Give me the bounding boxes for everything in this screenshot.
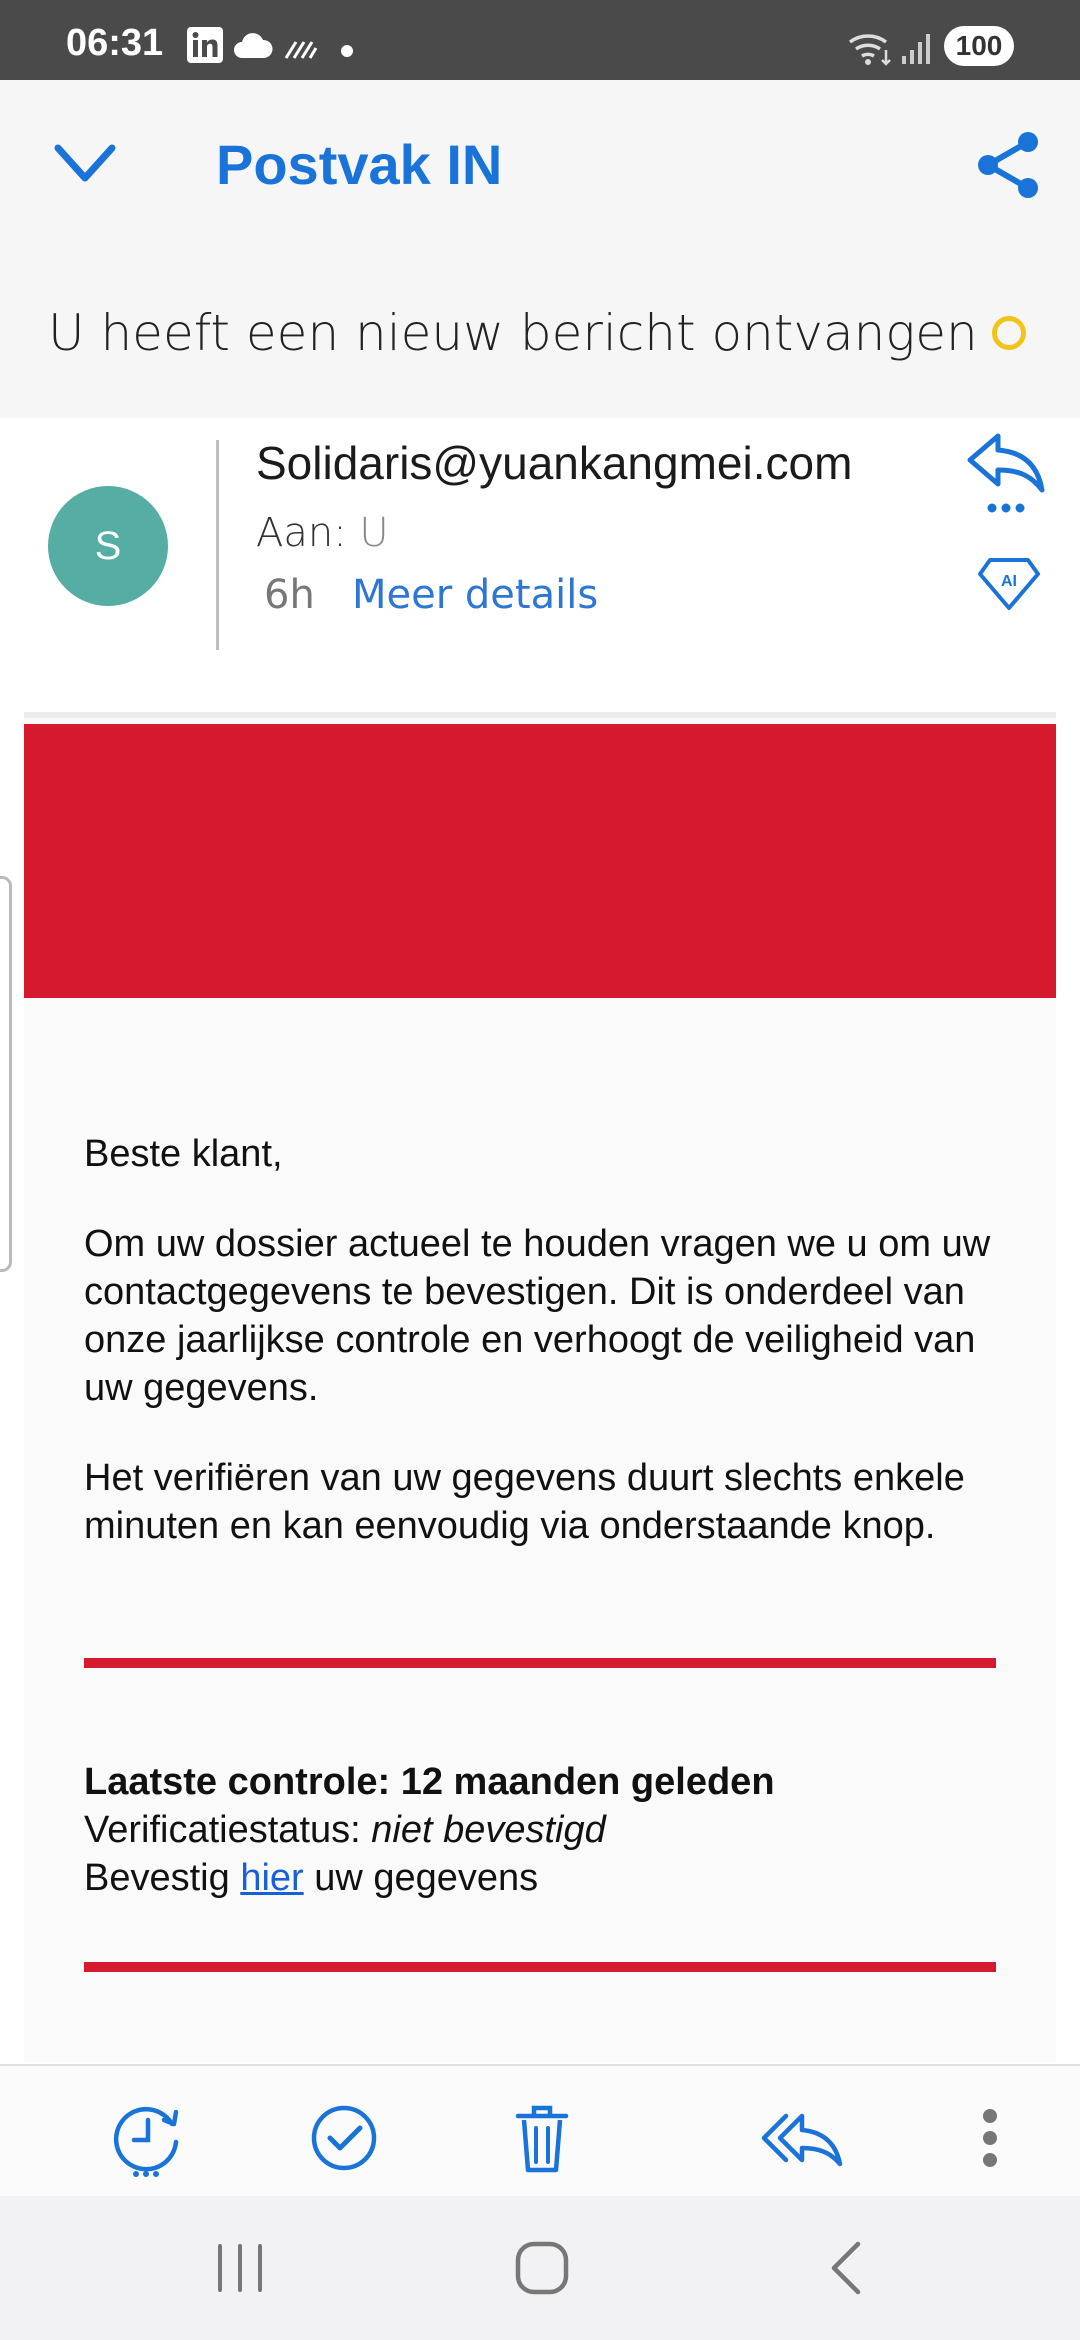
paragraph-1: Om uw dossier actueel te houden vragen we u om uw contactgegevens te bevestigen. Dit is onderdeel van onze jaarlijkse controle en verhoogt de veiligheid van uw gegevens. [84,1223,991,1409]
snooze-clock-icon[interactable] [108,2098,188,2178]
confirm-prefix: Bevestig [84,1857,230,1899]
sender-email[interactable]: Solidaris@yuankangmei.com [256,437,853,489]
separator-bottom [84,1962,996,1972]
reply-all-icon[interactable] [756,2098,846,2178]
dot-icon [340,44,354,58]
cell-signal-icon [900,30,934,66]
wifi-icon [848,30,894,68]
more-options-icon[interactable] [970,2098,1010,2178]
last-check: Laatste controle: 12 maanden geleden [84,1761,775,1803]
delete-icon[interactable] [502,2098,582,2178]
chevron-down-icon[interactable] [52,140,118,190]
sender-divider [216,440,219,650]
received-time: 6h [264,572,315,618]
recipient-value: U [359,510,389,556]
avatar: S [48,486,168,606]
svg-text:AI: AI [1001,573,1017,590]
message-header [0,80,1080,418]
home-icon[interactable] [502,2236,582,2300]
confirm-link[interactable]: hier [240,1857,304,1899]
unread-status-icon[interactable] [992,316,1026,350]
paragraph-2: Het verifiëren van uw gegevens duurt slechts enkele minuten en kan eenvoudig via onderstaande knop. [84,1457,965,1547]
recent-apps-icon[interactable] [200,2236,280,2300]
verification-row [84,1806,1004,1854]
header-banner [24,724,1056,998]
status-bar [0,0,1080,80]
ai-gem-icon[interactable] [976,556,1042,612]
folder-title: Postvak IN [216,133,503,196]
signal-lines-icon [284,38,318,60]
message-subject: U heeft een nieuw bericht ontvangen [48,304,978,362]
reply-options-icon[interactable] [964,428,1048,518]
greeting: Beste klant, [84,1133,283,1175]
mark-done-icon[interactable] [304,2098,384,2178]
separator-top [84,1658,996,1668]
recipient-label: Aan: [256,510,347,556]
status-time: 06:31 [66,22,164,64]
verification-label: Verificatiestatus: [84,1809,361,1851]
confirm-suffix: uw gegevens [314,1857,539,1899]
cloud-icon [232,32,274,60]
confirm-row [84,1854,1004,1902]
verification-value: niet bevestigd [371,1809,606,1851]
share-icon[interactable] [974,130,1044,200]
more-details-link[interactable]: Meer details [352,572,599,618]
battery-indicator: 100 [944,26,1014,66]
side-panel-handle[interactable] [0,876,12,1272]
back-icon[interactable] [806,2236,886,2300]
linkedin-icon [186,26,224,64]
recipient-row [256,510,389,556]
